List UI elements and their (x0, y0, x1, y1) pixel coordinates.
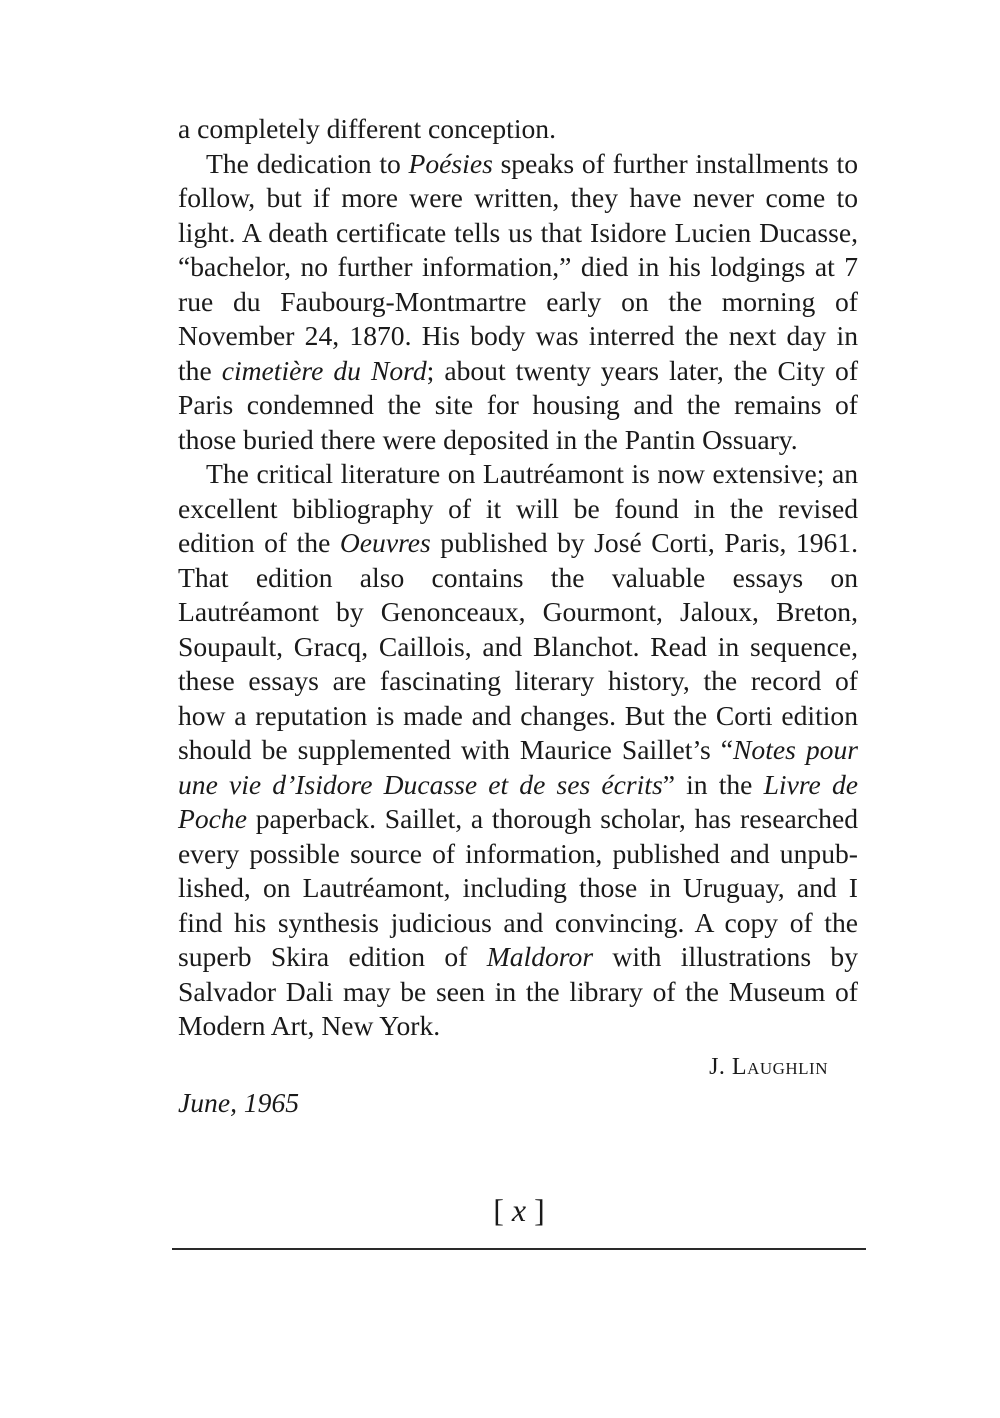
text-run: ; about twenty years later, the City of Paris condemned the site for housing and the remains of those buried there were deposited in the Pantin Ossuary. (178, 354, 859, 455)
folio-number: x (511, 1192, 527, 1228)
date-line: June, 1965 (178, 1086, 300, 1118)
folio-close-bracket: ] (526, 1192, 545, 1228)
page-body (178, 112, 858, 1119)
italic-text: Livre de Poche (178, 768, 858, 834)
paragraph (178, 147, 858, 458)
italic-text: Maldoror (486, 941, 594, 972)
text-run: a completely different conception. (178, 113, 556, 144)
signature-initial: J. (709, 1053, 732, 1080)
text-run: The dedication to (206, 147, 409, 179)
paragraph (178, 457, 858, 1044)
body-text (178, 112, 858, 1044)
italic-text: cimetière du Nord (221, 354, 427, 386)
italic-text: Poésies (408, 147, 493, 179)
text-run: speaks of further installments to follow, but if more were written, they have never come to light. A death certificate tells us that Isidore Lucien Ducasse, “bachelor, no further information,” died in his lodgings at 7 rue du Faubourg-Montmartre early on the morning of November 24, 1870. His body was interred the next day in the (178, 147, 858, 386)
folio-open-bracket: [ (493, 1192, 512, 1228)
signature-name: Laughlin (731, 1053, 828, 1080)
text-run: published by José Corti, Paris, 1961. That edition also contains the valuable essays on Lautréamont by Genonceaux, Gourmont, Jaloux, Breton, Soupault, Gracq, Caillois, and Blanchot. Read in sequence, these essays are fascinating literary history, the record of how a reputation is made and changes. But the Corti edition should be supplemented with Maurice Saillet’s “ (178, 527, 858, 765)
text-run: The critical literature on Lautréamont is now extensive; an excellent bibliography of it will be found in the revised edition of the (178, 458, 858, 558)
footer-rule (172, 1248, 866, 1250)
text-run: ” in the (662, 768, 764, 800)
page-number (172, 1192, 866, 1229)
italic-text: Notes pour une vie d’Isidore Ducasse et de ses écrits (178, 734, 858, 800)
text-run: with illustrations by Salvador Dali may be seen in the library of the Museum of Modern Art, New York. (178, 941, 859, 1041)
text-run: paperback. Saillet, a thorough scholar, has researched every possible source of information, published and unpublished, on Lautréamont, including those in Uruguay, and I find his synthesis judicious and convincing. A copy of the superb Skira edition of (178, 803, 858, 972)
signature (178, 1054, 858, 1081)
paragraph (178, 112, 858, 147)
italic-text: Oeuvres (339, 527, 431, 558)
